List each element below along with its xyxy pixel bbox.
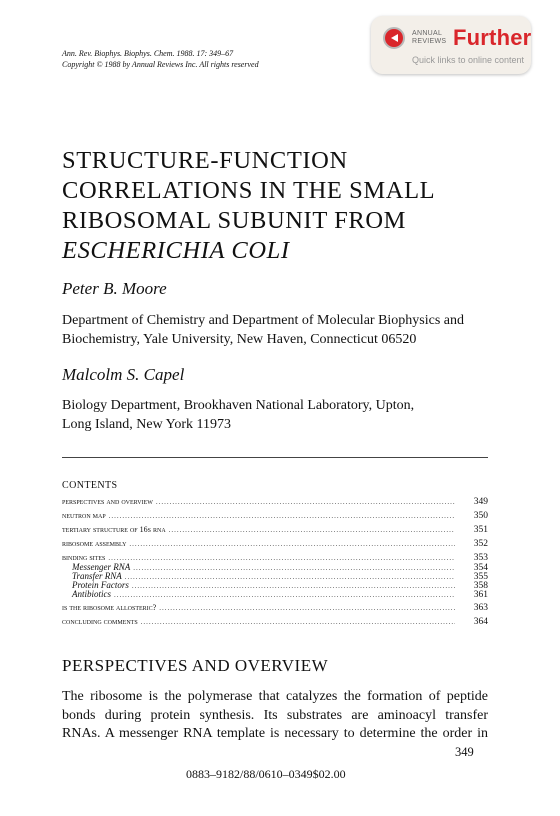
toc-entry-label: Transfer RNA: [72, 571, 122, 581]
toc-entry-page: 358: [473, 581, 488, 591]
toc-entry-label: perspectives and overview: [62, 497, 153, 506]
section-body: [62, 688, 488, 744]
body-line: bonds during protein synthesis. Its substrates are aminoacyl transfer: [62, 707, 488, 723]
toc-entry[interactable]: [62, 524, 488, 535]
author-name: Malcolm S. Capel: [62, 365, 185, 384]
toc-entry-label: is the ribosome allosteric?: [62, 603, 157, 612]
toc-entry-page: 349: [473, 497, 488, 507]
toc-entry-label: Antibiotics: [72, 589, 111, 599]
toc-subentry[interactable]: [62, 590, 488, 599]
divider-rule: [62, 457, 488, 458]
badge-further-text: Further: [453, 25, 532, 50]
toc-entry-page: 352: [473, 539, 488, 549]
footer-code: 0883–9182/88/0610–0349$02.00: [186, 767, 346, 781]
title-line: ESCHERICHIA COLI: [62, 237, 290, 264]
affiliation-line: Department of Chemistry and Department of Molecular Biophysics and: [62, 313, 465, 328]
badge-reviews-text: REVIEWS: [412, 38, 447, 45]
toc-leader-dots: [129, 539, 455, 550]
toc-entry[interactable]: [62, 510, 488, 521]
toc-entry-page: 355: [473, 572, 488, 582]
toc-subentry[interactable]: [62, 563, 488, 572]
body-line: RNAs. A messenger RNA template is necessary to determine the order in: [62, 726, 488, 741]
toc-entry-label: tertiary structure of 16s rna: [62, 525, 166, 534]
page-number: 349: [455, 745, 474, 759]
toc-entry[interactable]: [62, 602, 488, 613]
toc-entry-label: Messenger RNA: [72, 562, 131, 572]
table-of-contents: [62, 480, 488, 627]
badge-annual-text: ANNUAL: [412, 30, 443, 37]
toc-entry-label: concluding comments: [62, 617, 138, 626]
toc-entry-label: neutron map: [62, 511, 106, 520]
journal-citation-header: [62, 48, 259, 70]
contents-heading: CONTENTS: [62, 480, 118, 491]
citation-line: Ann. Rev. Biophys. Biophys. Chem. 1988. 17: 349–67: [62, 49, 234, 58]
toc-leader-dots: [114, 591, 455, 600]
toc-leader-dots: [132, 582, 455, 591]
toc-entry-page: 350: [473, 511, 488, 521]
title-line: CORRELATIONS IN THE SMALL: [62, 177, 436, 204]
further-links-badge[interactable]: [371, 16, 531, 74]
toc-entry-page: 354: [473, 563, 488, 573]
toc-leader-dots: [108, 553, 455, 564]
article-title: [62, 146, 435, 266]
author-name: Peter B. Moore: [62, 279, 167, 298]
author-affiliation: [62, 311, 502, 349]
toc-entry[interactable]: [62, 538, 488, 549]
toc-entry-page: 363: [473, 603, 488, 613]
toc-entry-page: 353: [473, 553, 488, 563]
toc-entry-label: binding sites: [62, 553, 106, 562]
toc-leader-dots: [169, 525, 455, 536]
toc-leader-dots: [156, 497, 455, 508]
section-heading: PERSPECTIVES AND OVERVIEW: [62, 656, 329, 675]
toc-leader-dots: [133, 564, 455, 573]
toc-leader-dots: [141, 617, 455, 628]
toc-entry-page: 351: [473, 525, 488, 535]
toc-leader-dots: [125, 573, 455, 582]
title-line: STRUCTURE-FUNCTION: [62, 147, 348, 174]
toc-entry-page: 364: [473, 617, 488, 627]
toc-entry-label: Protein Factors: [72, 580, 129, 590]
toc-entry-label: ribosome assembly: [62, 539, 127, 548]
affiliation-line: Long Island, New York 11973: [62, 417, 232, 432]
toc-entry-page: 361: [473, 590, 488, 600]
title-line: RIBOSOMAL SUBUNIT FROM: [62, 207, 407, 234]
badge-subtitle: Quick links to online content: [412, 55, 525, 65]
toc-entry[interactable]: [62, 496, 488, 507]
toc-leader-dots: [159, 603, 455, 614]
author-affiliation: [62, 396, 502, 434]
toc-subentry[interactable]: [62, 581, 488, 590]
toc-entry[interactable]: [62, 616, 488, 627]
toc-leader-dots: [109, 511, 455, 522]
affiliation-line: Biology Department, Brookhaven National Laboratory, Upton,: [62, 398, 415, 413]
copyright-line: Copyright © 1988 by Annual Reviews Inc. All rights reserved: [62, 60, 259, 69]
affiliation-line: Biochemistry, Yale University, New Haven, Connecticut 06520: [62, 332, 417, 347]
annual-reviews-logo-icon: [383, 27, 405, 49]
body-line: The ribosome is the polymerase that catalyzes the formation of peptide: [62, 689, 488, 704]
